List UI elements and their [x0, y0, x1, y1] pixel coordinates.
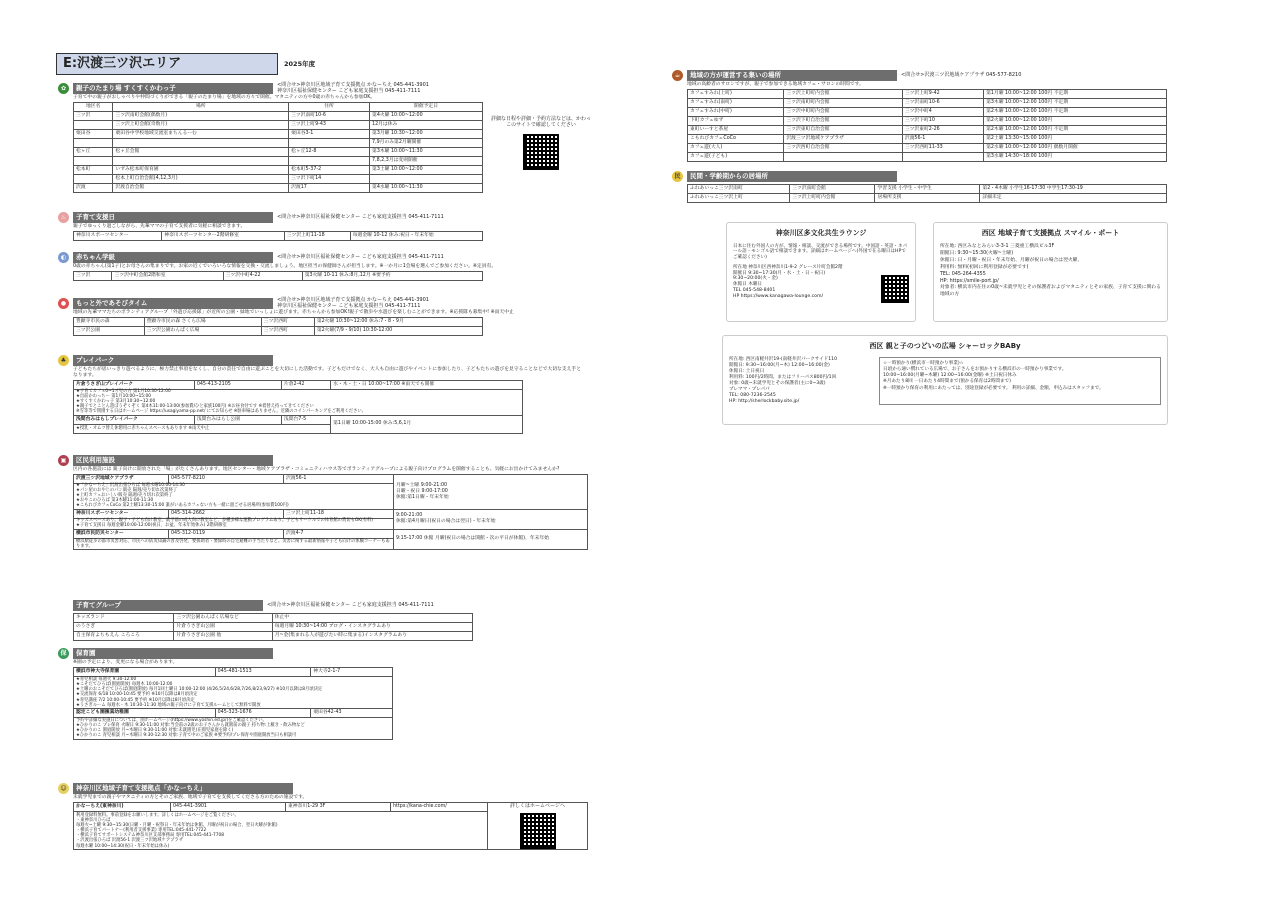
cell: ふれあいっこ三ツ沢上町 [688, 194, 790, 203]
cell: 三ツ沢下町14 [289, 174, 370, 183]
section-group [58, 600, 598, 641]
cell: 片倉うさぎ山公園 [174, 623, 272, 632]
cell: 三ツ沢上町11-18 [284, 231, 350, 240]
facility-name: 神奈川スポーツセンター [74, 509, 169, 518]
cell: 第2土曜 13:30~15:00 100円 [984, 134, 1167, 143]
table-row [74, 326, 483, 335]
cell: こもれびカフェCoCo [688, 134, 784, 143]
section-desc: 子どもたちが思いっきり遊べるように、極力禁止事項をなくし、自分の責任で自由に遊ぶことを大切にした活動です。子どもだけでなく、大人も自由に遊びやイベントに参加したり、子どもたちの遊びを見守ることなどで大切な支え手となります。 [73, 367, 582, 378]
cell: 栗田谷中学校地域交流室まちんるーむ [113, 129, 289, 138]
baby-bottle-icon: ◐ [58, 252, 69, 263]
tamariba-table [73, 102, 483, 193]
contact-info: <問合せ>神奈川区地域子育て支援拠点 かなーちえ 045-441-3901 神奈川区福祉保健センター こども家庭支援担当 045-411-7111 [277, 297, 429, 309]
section-desc: 未就学児までの親子やマタニティの方とそのご家族、地域で子育てを支援してくださる方のための施設です。 [73, 795, 308, 800]
cell [113, 138, 289, 147]
cell: 三ツ沢西町 [261, 317, 314, 326]
card-title: 神奈川区多文化共生ラウンジ [775, 229, 867, 237]
cell: 三ツ沢西町自治会館 [784, 143, 902, 152]
section-title: 親子のたまり場 すくすくかわっ子 [73, 83, 273, 94]
cell: 第3木曜 10:00~11:30 [370, 147, 483, 156]
col-header: 場所 [113, 102, 289, 111]
cell: 沢渡56-1 [902, 134, 983, 143]
facility-name: 片倉うさぎ山プレイパーク [74, 380, 195, 389]
kanachie-qr-cell [488, 802, 588, 849]
cell: 第2火曜 10:00~12:00 100円 [984, 116, 1167, 125]
cell: 自主保育よちもえん ころころ [74, 632, 174, 641]
cell: 三ツ沢南町10-6 [289, 111, 370, 120]
cell: 第1月曜 10:00~12:00 100円 不定期 [984, 89, 1167, 98]
cell: 沢渡 [74, 183, 113, 192]
facility-notes: ★授乳・オムツ替え休憩用に赤ちゃんスペースもあります ※雨天中止 [74, 424, 331, 433]
section-title: 民間・学齢期からの居場所 [687, 171, 897, 182]
facility-addr: 神大寺2-1-7 [311, 667, 393, 676]
table-row [74, 231, 483, 240]
section-desc: 地域の高齢者のサロンですが、親子で参加できる地域カフェ・サロンの時間です。 [687, 82, 864, 87]
table-row [74, 129, 483, 138]
table-row [74, 120, 483, 129]
cell: 三ツ沢西町11-33 [902, 143, 983, 152]
table-row [74, 174, 483, 183]
minkan-table [687, 184, 1167, 203]
cell: 松ヶ丘 [74, 147, 113, 156]
section-title: プレイパーク [73, 355, 273, 366]
cell: 松本上町自治会館(4,12,3月) [113, 174, 289, 183]
facility-tel: 045-577-8210 [169, 474, 284, 483]
cell: 三ツ沢南町会館 [790, 185, 875, 194]
cell [289, 138, 370, 147]
area-title: E:沢渡三ツ沢エリア [56, 53, 278, 75]
cell: 三ツ沢上町9-42 [902, 89, 983, 98]
section-shienbi [58, 212, 598, 241]
cell: 沢渡三ツ沢地域ケアプラザ [784, 134, 902, 143]
cell: 神奈川スポーツセンター [74, 231, 162, 240]
table-row [74, 271, 483, 280]
cell: 豊顕寺市民の森 [74, 317, 145, 326]
cell: 松ヶ丘会館 [113, 147, 289, 156]
cell: カフェ遊(子ども) [688, 152, 784, 161]
side-note: 詳細な日程や詳細・予約方法などは、かわっこのサイトで確認してください [491, 115, 591, 129]
cell: いずみ松本町保育園 [113, 165, 289, 174]
nursery-icon: 保 [58, 648, 69, 659]
table-row [74, 156, 483, 165]
facility-notes: ★子育てカフェ0~1才児の方 第1月10:30-12:00 ★出前かわっちー 第1月10:00~15:00 ★すくすくかわっ子 第3月10:30~12:00 ★親子でとことん遊ぼうぞくぞく 第4木11:00-13:00(参加費/ひと家族100円) ※お昼食付です ※着替え持ってきてください ※雪等等で閉園する日はホームページ https://usagiyama-pp.net/ にてお知らせ ※駐車場はありません。近隣のコインパーキングをご利用ください。 [74, 389, 523, 415]
card-inner-box: ☆一時預かり(横浜市一時預かり事業)☆ 日頃から通い慣れている広場で、お子さんをお預かりする横浜市の一時預かり事業です。 10:00~16:00(月曜~木曜) 12:00~16:00(金曜) ※土日祝日休み ※月あたり8回 一日あたり4時間まで(預かる保育は2時間まで) ※一時預かり保育の利用にあたっては、別途登録が必要です。 利用の詳細、金額、申込みはスタッフまで。 [879, 357, 1161, 405]
cell: 第3火曜 10-11 休み:8月,12月 ※要予約 [302, 271, 482, 280]
table-row [74, 111, 483, 120]
cell: 三ツ沢公園 [74, 326, 145, 335]
facility-hours: 9:15-17:00 休館 月曜(祝日の場合は開館・次の平日が休館)、年末年始 [394, 529, 588, 550]
facility-name: かなーちえ(東神奈川) [74, 802, 171, 811]
cell: 豊顕寺市民の森 さくら広場 [144, 317, 261, 326]
cell: 三ツ沢 [74, 271, 112, 280]
facility-addr: 沢渡56-1 [284, 474, 394, 483]
section-tamariba [58, 83, 598, 193]
cell: 三ツ沢東町自治会館 [784, 125, 902, 134]
cell: 沢渡17 [289, 183, 370, 192]
cell: 7,9月のみ第2月曜開催 [370, 138, 483, 147]
cell: 第4水曜 10:00~11:30 [370, 183, 483, 192]
facility-notes: 横浜駅徒歩の都市災害対応、市民への防災知識の普及啓発、要援助者・要緑時の自宅避難の手当たりなど。災害に関する最新情報や子ども向けの体験コーナーもあります。 [74, 538, 394, 550]
section-title: 地域の方が運営する集いの場所 [687, 70, 897, 81]
contact-info: <問合せ>神奈川区福祉保健センター こども家庭支援担当 045-411-7111 [267, 602, 434, 609]
section-tsudoi [672, 70, 1172, 162]
cell: 三ツ沢南町町内会館 [784, 98, 902, 107]
section-desc: 親子でゆっくり過ごしながら、先輩ママの子育て支援者に気軽に相談できます。 [73, 224, 246, 229]
card-body: 日本に住む外国人の方が、情報・相談、交流ができる場所です。中国語・英語・ネパール語・モンゴル語で相談できます。詳細はホームページへ(外国で在る曜日はHPでご確認ください) [733, 243, 908, 261]
facility-tel: 045-314-2662 [169, 509, 284, 518]
contact-info: <問合せ>神奈川区福祉保健センター こども家庭支援担当 045-411-7111 [277, 254, 444, 261]
cell: 三ツ沢下町自治会館 [784, 116, 902, 125]
cell: 下町カフェゆず [688, 116, 784, 125]
kumin-table [73, 474, 588, 550]
facility-addr: 東神奈川1-29 3F [286, 802, 391, 811]
cell [74, 174, 113, 183]
cell: 第3水曜 14:30~18:00 100円 [984, 152, 1167, 161]
cell: 三ツ沢東町2-26 [902, 125, 983, 134]
cell: 第4火曜 10:00~12:00 [370, 111, 483, 120]
playpark-table [73, 380, 523, 434]
cell: 第3木曜 10:00~12:00 100円 不定期 [984, 98, 1167, 107]
facility-addr: 浅間台7-5 [281, 415, 330, 424]
card-tabunka [726, 222, 916, 322]
table-row [688, 98, 1167, 107]
section-title: 子育て支援日 [73, 212, 273, 223]
cell: 三ツ沢中町4 [902, 107, 983, 116]
facility-hours: 月曜~土曜 9:00-21:00 日曜・祝日 9:00-17:00 休館:第1日曜・年末年始 [394, 474, 588, 509]
cup-icon: ☕ [672, 70, 683, 81]
col-header: 開催予定日 [370, 102, 483, 111]
cell [74, 138, 113, 147]
cell: 松本町5-37-2 [289, 165, 370, 174]
table-row [688, 134, 1167, 143]
facility-addr: 沢渡4-7 [284, 529, 394, 538]
fire-icon: ♨ [58, 212, 69, 223]
private-icon: 民 [672, 171, 683, 182]
card-info: 所在地: 西区みなとみらい3-3-1 三菱重工横浜ビル3F 開館日: 9:30~15:30(火曜~土曜) 休館日: 日・月曜・祝日・年末年始、月曜が祝日の場合は翌火曜、 利用料: 無料(初回に利用登録が必要です) TEL: 045-264-4355 HP: https://smile-port.jp/ 対象者: 横浜市内在住の0歳~未就学児とその保護者およびマタニティとその家族、子育て支援に関わる地域の方 [940, 243, 1161, 298]
contact-info: <問合せ>神奈川区地域子育て支援拠点 かなーちえ 045-441-3901 神奈川区福祉保健センター こども家庭支援担当 045-411-7111 [277, 82, 429, 94]
cell: 松本町 [74, 165, 113, 174]
facility-notes: ★「かなーちえ」沢渡出張ひろば 毎週水曜10:00-14:30 ★パン屋のおやじのパン販売 隔週/売り切れ次第終了 ★上町カフェおいしい販売 隔週/売り切れ次第終了 ★おやこのひろば 第3木曜11:00-11:30 ★こもれびカフェCoCo 第2土曜13:30-15:00 誰がいあるカフェない方も一緒に過ごせる居場所(参加費100円) [74, 483, 394, 509]
table-row [74, 623, 473, 632]
tree-icon: ♣ [58, 355, 69, 366]
section-kanachie [58, 783, 598, 850]
qr-code-icon[interactable] [881, 275, 909, 303]
side-note: 詳しくはホームページへ [510, 802, 565, 809]
cell: 松ヶ丘12-8 [289, 147, 370, 156]
section-desc: 0歳の赤ちゃん(第1子)とお母さんの集まりです。お家の近くでいろいろな情報を交換・交流しましょう。地区担当の保健師さんが担当します。※一か月に1会場を選んでご参加ください。※定員有。 [73, 264, 497, 269]
facility-url[interactable]: https://kana-chie.com/ [391, 802, 488, 811]
cell: 神奈川スポーツセンター2階研修室 [162, 231, 284, 240]
cell: 三ツ沢南町10-6 [902, 98, 983, 107]
facility-addr: 三ツ沢上町11-18 [284, 509, 394, 518]
cell [370, 174, 483, 183]
cell [74, 156, 113, 165]
table-row [74, 183, 483, 192]
cell: 三ツ沢西町 [261, 326, 314, 335]
cell: 第2木曜 10:00~12:00 100円 不定期 [984, 107, 1167, 116]
cell: 三ツ沢 [74, 111, 113, 120]
facility-tel: 045-481-1513 [215, 667, 311, 676]
cell: 三ツ沢中町会館2階和室 [112, 271, 223, 280]
facility-notes: キッズスペースあり。親子・子ども向け教室、就学前の成人向け教室など、多種多様な運動プログラムあり。子どもサークルでの体育館の貸切もOK(有料) ★子育て支援日 毎週金曜10:00-12:00(祝日、お盆、年末年始休み) 2階研修室 [74, 518, 394, 529]
cell: 三ツ沢中町町内会館 [784, 107, 902, 116]
facility-name: 浅間台みはらしプレイパーク [74, 415, 195, 424]
card-title: 西区 親と子のつどいの広場 シャーロックBABy [869, 342, 1021, 350]
cell: 片倉うさぎ山公園 他 [174, 632, 272, 641]
year-label: 2025年度 [284, 60, 316, 68]
facility-name: 横浜市民防災センター [74, 529, 169, 538]
cell: 学習支援 小学生・中学生 [875, 185, 980, 194]
cell: 三ツ沢上町会館(奇数月) [113, 120, 289, 129]
facility-notes: 利用登録料無料。事前登録をお願いします。詳しくはホームページをご覧ください。 ・東神奈川ひろば 毎週火~土曜 9:30~15:30(日曜・月曜・祝祭日・年末年始は休館。月曜が祝日の場合、翌日火曜が休館) ・横浜子育てパートナー(利用者支援事業) 専用TEL:045-441-7722 ・横浜子育てサポートシステム神奈川区支部事務局 専用TEL:045-441-7708 ・沢渡出張ひろば 沢渡56-1 沢渡三ツ沢地域ケアプラザ 毎週水曜 10:00~14:30(祝日・年末年始は休み) [74, 812, 488, 850]
cell: 第2火曜(7/9・9/10) 10:30-12:00 [314, 326, 482, 335]
table-row [688, 152, 1167, 161]
table-row [74, 138, 483, 147]
cell: 第3土曜 10:00~12:00 [370, 165, 483, 174]
col-header: 住所 [289, 102, 370, 111]
contact-info: <問合せ>神奈川区福祉保健センター こども家庭支援担当 045-411-7111 [277, 214, 444, 221]
table-row [74, 614, 473, 623]
hoikuen-table [73, 667, 393, 740]
table-row [688, 143, 1167, 152]
facility-name: 沢渡三ツ沢地域ケアプラザ [74, 474, 169, 483]
facility-addr: 栗田谷42-43 [311, 708, 393, 717]
cell: 第2火曜 10:30~12:00 休み:7・8・9月 [314, 317, 482, 326]
section-desc: 地域の先輩ママたちのボランティアグループ「外遊び応援隊」が近所の公園・緑地でいっしょに遊びます。赤ちゃんから参加OK!親子で散歩や水遊びを楽しむことができます。※応援隊も募集中! ※雨天中止 [73, 310, 514, 315]
cell: 三ツ沢公園わんぱく広場 [144, 326, 261, 335]
section-title: 神奈川区地域子育て支援拠点「かなーちえ」 [73, 783, 293, 794]
section-desc: 子育て中の親子がおしゃべりや仲間づくりができる「親子のたまり場」を地域の方々で開催。マタニティの方や0歳の赤ちゃんから参加OK。 [73, 95, 376, 100]
cell: 沢渡自治会館 [113, 183, 289, 192]
section-title: 子育てグループ [73, 600, 263, 611]
building-icon: ▣ [58, 455, 69, 466]
section-hoikuen [58, 648, 598, 740]
cell: 毎週月曜 10:30~14:00 ブログ・インスタグラムあり [272, 623, 472, 632]
cell: カフェすみれ(南町) [688, 98, 784, 107]
cell: 栗田谷3-1 [289, 129, 370, 138]
facility-notes: ★育児相談 毎週火 9:30-12:00 ★こそだてひろば(園庭開放) 毎週木 10:00-12:00 ★土曜のおこそだてひろば(園庭開放) 毎月1回土曜日 10:00-12:00 (4/26,5/24,6/28,7/26,8/23,9/27) ※10月以降は8月頃決定 ★交流保育 6/18 10:00-10:45 要予約 ※10月以降は8月頃決定 ★育児講座 7/2 10:00-10:45 要予約 ※10月以降は8月頃決定 ★うさぎルーム 毎週水・木 10:30-11:30 地域の親子向けに子育て支援ルームとして無料で開放 [74, 676, 393, 708]
section-desc: 区内の各施設には 親子向けに開放された「場」がたくさんあります。地区センター・地域ケアプラザ・コミュニティハウス等でボランティアグループによる親子向けプログラムを開催することも。気軽にお出かけてみませんか? [73, 467, 560, 472]
section-kumin [58, 455, 598, 550]
facility-days: 第1日曜 10:00-15:00 休み:5,6,1月 [331, 415, 523, 433]
tsudoi-table [687, 89, 1167, 162]
cell: 毎週金曜 10-12 休み:祝日・年末年始 [350, 231, 482, 240]
cell: カフェすみれ(上町) [688, 89, 784, 98]
qr-code-icon[interactable] [520, 813, 556, 849]
facility-addr: 片倉2-42 [281, 380, 330, 389]
cell [74, 120, 113, 129]
smile-icon: ☺ [58, 783, 69, 794]
facility-name: 認定こども園擁真幼稚園 [74, 708, 216, 717]
sprout-icon: ✿ [58, 83, 69, 94]
table-row [688, 125, 1167, 134]
facility-name: 横浜市神大寺保育園 [74, 667, 216, 676]
card-info: 所在地 神奈川区西神奈川1-9-2 グレース片町会館2階 開催日 9:30~17:30(月・水・土・日・祝日) 9:30~20:00(火・金) 休館日 木曜日 TEL 045-548-8401 HP https://www.kanagawa-lounge.com/ [733, 264, 843, 299]
col-header: 地区名 [74, 102, 113, 111]
cell: 第2・4木曜 小学生16-17:30 中学生17:30-19 [980, 185, 1167, 194]
cell [289, 156, 370, 165]
group-table [73, 613, 473, 641]
cell: 三ツ沢南町会館(偶数月) [113, 111, 289, 120]
cell: 三ツ沢中町4-22 [223, 271, 302, 280]
cell: 居場所支援 [875, 194, 980, 203]
section-playpark [58, 355, 598, 434]
cell: 三ツ沢上町町内会館 [790, 194, 875, 203]
sotoasobi-table [73, 317, 483, 336]
section-desc: ※園の予定により、変更になる場合があります。 [73, 660, 178, 665]
facility-tel: 045-441-3901 [171, 802, 286, 811]
qr-code-icon[interactable] [523, 134, 559, 170]
cell: 7,8,2,3月は変則開催 [370, 156, 483, 165]
cell: キッズランド [74, 614, 174, 623]
cell: ふれあいっこ三ツ沢南町 [688, 185, 790, 194]
card-title: 西区 地域子育て支援拠点 スマイル・ポート [981, 229, 1120, 237]
cell: 第2水曜 10:00~12:00 100円 偶数月開催 [984, 143, 1167, 152]
facility-days: 水・木・土・日 10:00~17:00 ※雨天でも開催 [331, 380, 523, 389]
cell: 第3月曜 10:30~12:00 [370, 129, 483, 138]
section-sotoasobi [58, 298, 598, 336]
cell: 月~金(集まれる人が遊びたい時に集まる)インスタグラムあり [272, 632, 472, 641]
section-title: 区民利用施設 [73, 455, 273, 466]
card-info: 所在地: 西区南軽井沢19-(南軽井沢パークサイド110 開館日: 9:30~16:00(月~木) 12:00~16:00(金) 休館日: 土日祝日 利用料: 100円/2時間、またはフリーパス800円/1回 対象: 0歳~未就学児とその保護者(主に0~3歳) プレママ・プレパパ TEL: 080-7236-2545 HP: http://sherlockbaby.site.jp/ [729, 356, 838, 404]
cell: 三ツ沢上町町内会館 [784, 89, 902, 98]
cell: のうさぎ [74, 623, 174, 632]
facility-tel: 045-312-0119 [169, 529, 284, 538]
cell: 第2木曜 10:00~12:00 100円 不定期 [984, 125, 1167, 134]
card-sherlock [722, 335, 1168, 425]
section-title: もっと外であそびタイム [73, 298, 273, 309]
cell: 12月は休み [370, 120, 483, 129]
table-row [688, 194, 1167, 203]
contact-info: <問合せ>沢渡三ツ沢地域ケアプラザ 045-577-8210 [901, 72, 1022, 79]
cell: 三ツ沢公園わんぱく広場など [174, 614, 272, 623]
table-row [688, 116, 1167, 125]
facility-notes: 予約や詳細な実施日については、園ホームページ(https://www.yoshin.ed.jp/)をご確認ください。 ★ひかりのこ プレ保育 火曜日 9:30-11:00 対象:当会前の2歳のお子さんから就園前の親子 持ち物:上履き・飲み物など ★ひかりのこ 園庭開放 月~木曜日 9:30-11:00 対象:未就園児(在園児家庭を除く) ★ひかりのこ 育児相談 月~木曜日 9:30-12:30 対象:子育て中のご家族 ※要予約/プレ保育や園庭開放当日も相談可 [74, 717, 393, 739]
cell [113, 156, 289, 165]
cell: 詳細未定 [980, 194, 1167, 203]
kanachie-table [73, 802, 588, 850]
table-row [74, 165, 483, 174]
cell: カフェすみれ(中町) [688, 107, 784, 116]
facility-hours: 9:00-21:00 休館:第4月曜日(祝日の場合は翌日)・年末年始 [394, 509, 588, 529]
cell [784, 152, 902, 161]
cell: 休止中 [272, 614, 472, 623]
table-row [688, 89, 1167, 98]
card-smileport [933, 222, 1168, 322]
cell: 三ツ沢上町9-43 [289, 120, 370, 129]
balloon-icon: ● [58, 298, 69, 309]
facility-tel: 045-413-2105 [194, 380, 281, 389]
cell: カフェ遊(大人) [688, 143, 784, 152]
table-row [688, 185, 1167, 194]
cell: 栗田谷 [74, 129, 113, 138]
table-row [74, 317, 483, 326]
cell [902, 152, 983, 161]
cell: 東町いーすと茶屋 [688, 125, 784, 134]
section-akachan [58, 252, 598, 281]
section-title: 保育園 [73, 648, 273, 659]
facility-tel: 045-323-1676 [215, 708, 311, 717]
cell: 三ツ沢下町10 [902, 116, 983, 125]
table-row [74, 632, 473, 641]
table-row [74, 147, 483, 156]
facility-tel: 浅間台みはらし公園 [194, 415, 281, 424]
section-title: 赤ちゃん学級 [73, 252, 273, 263]
table-row [688, 107, 1167, 116]
section-minkan [672, 171, 1172, 203]
